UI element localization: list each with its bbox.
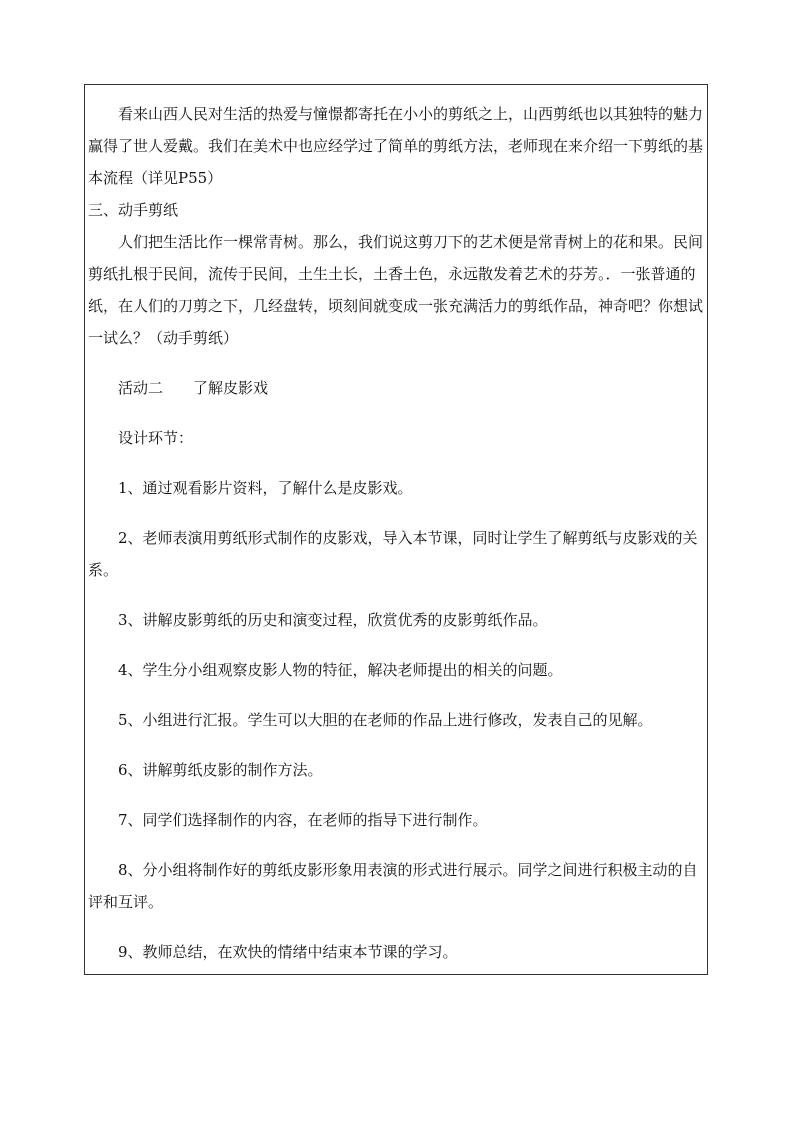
lesson-content	[88, 98, 704, 968]
intro-paragraph: 看来山西人民对生活的热爱与憧憬都寄托在小小的剪纸之上，山西剪纸也以其独特的魅力赢得了世人爱戴。我们在美术中也应经学过了简单的剪纸方法，老师现在来介绍一下剪纸的基本流程（详见P55）	[88, 105, 704, 187]
step-item: 7、同学们选择制作的内容，在老师的指导下进行制作。	[118, 811, 488, 829]
step-item: 4、学生分小组观察皮影人物的特征，解决老师提出的相关的问题。	[118, 661, 563, 679]
step-item: 9、教师总结，在欢快的情绪中结束本节课的学习。	[118, 943, 458, 961]
step-item: 6、讲解剪纸皮影的制作方法。	[118, 761, 323, 779]
step-item: 1、通过观看影片资料，了解什么是皮影戏。	[118, 479, 413, 497]
step-item: 3、讲解皮影剪纸的历史和演变过程，欣赏优秀的皮影剪纸作品。	[118, 611, 548, 629]
section-heading-hands-on-paper-cutting: 三、动手剪纸	[88, 201, 179, 219]
activity-two-heading: 活动二 了解皮影戏	[118, 379, 269, 397]
step-item: 2、老师表演用剪纸形式制作的皮影戏，导入本节课，同时让学生了解剪纸与皮影戏的关系。	[88, 529, 698, 579]
step-item: 5、小组进行汇报。学生可以大胆的在老师的作品上进行修改，发表自己的见解。	[118, 711, 653, 729]
paper-cutting-paragraph: 人们把生活比作一棵常青树。那么，我们说这剪刀下的艺术便是常青树上的花和果。民间剪纸扎根于民间，流传于民间，土生土长，土香土色，永远散发着艺术的芬芳。．一张普通的纸，在人们的刀剪之下，几经盘转，顷刻间就变成一张充满活力的剪纸作品，神奇吧？你想试一试么？（动手剪纸）	[88, 233, 704, 347]
design-steps-label: 设计环节：	[118, 429, 194, 447]
step-item: 8、分小组将制作好的剪纸皮影形象用表演的形式进行展示。同学之间进行积极主动的自评和互评。	[88, 861, 698, 911]
